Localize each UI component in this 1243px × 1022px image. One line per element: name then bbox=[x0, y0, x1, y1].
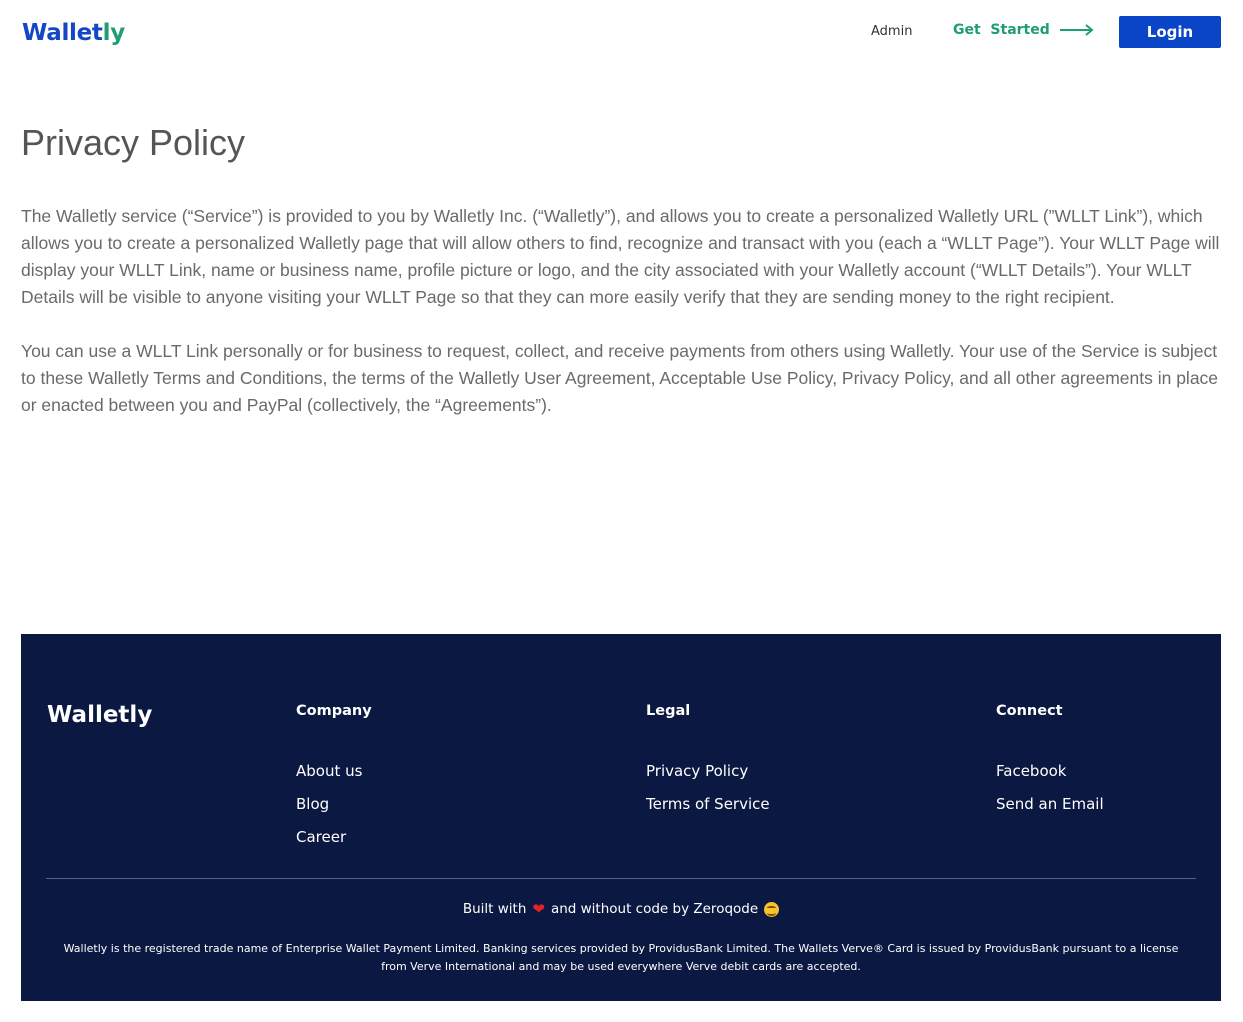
footer-company-column bbox=[296, 703, 372, 861]
footer-link-facebook[interactable]: Facebook bbox=[996, 762, 1067, 780]
policy-content bbox=[21, 203, 1221, 446]
built-with-prefix: Built with bbox=[462, 901, 527, 917]
footer-connect-heading: Connect bbox=[996, 703, 1063, 719]
admin-link[interactable]: Admin bbox=[871, 24, 913, 39]
get-started-label: Get Started bbox=[953, 22, 1050, 38]
site-header bbox=[0, 0, 1243, 70]
policy-paragraph: You can use a WLLT Link personally or for business to request, collect, and receive payments from others using Walletly. Your use of the Service is subject to these Walletly Terms and Conditions, the terms of the Walletly User Agreement, Acceptable Use Policy, Privacy Policy, and all other agreements in place or enacted between you and PayPal (collectively, the “Agreements”). bbox=[21, 341, 1219, 415]
footer-link-blog[interactable]: Blog bbox=[296, 795, 330, 813]
footer-link-career[interactable]: Career bbox=[296, 828, 347, 846]
footer-legal-column bbox=[646, 703, 770, 828]
footer-legal-text: Walletly is the registered trade name of Enterprise Wallet Payment Limited. Banking services provided by ProvidusBank Limited. The Wallets Verve® Card is issued by ProvidusBank pursuant to a license from Verve International and may be used everywhere Verve debit cards are accepted. bbox=[63, 942, 1179, 973]
walletly-logo[interactable]: Walletly bbox=[22, 20, 125, 46]
footer-logo[interactable]: Walletly bbox=[47, 702, 153, 728]
smile-emoji-icon bbox=[764, 902, 779, 917]
page-title: Privacy Policy bbox=[21, 122, 246, 163]
get-started-link[interactable] bbox=[953, 22, 1094, 38]
footer-legal-heading: Legal bbox=[646, 703, 691, 719]
built-with-suffix: and without code by Zeroqode bbox=[550, 901, 759, 917]
footer-link-about-us[interactable]: About us bbox=[296, 762, 363, 780]
built-with-line bbox=[21, 900, 1221, 918]
footer-connect-column bbox=[996, 703, 1104, 828]
footer-company-heading: Company bbox=[296, 703, 372, 719]
heart-icon: ❤ bbox=[532, 900, 545, 918]
arrow-right-icon bbox=[1060, 24, 1094, 36]
footer-link-privacy-policy[interactable]: Privacy Policy bbox=[646, 762, 749, 780]
footer-divider bbox=[46, 878, 1196, 879]
login-button[interactable]: Login bbox=[1119, 16, 1221, 48]
policy-paragraph: The Walletly service (“Service”) is provided to you by Walletly Inc. (“Walletly”), and allows you to create a personalized Walletly URL (”WLLT Link”), which allows you to create a personalized Walletly page that will allow others to find, recognize and transact with you (each a “WLLT Page”). Your WLLT Page will display your WLLT Link, name or business name, profile picture or logo, and the city associated with your Walletly account (“WLLT Details”). Your WLLT Details will be visible to anyone visiting your WLLT Page so that they can more easily verify that they are sending money to the right recipient. bbox=[21, 206, 1220, 307]
site-footer bbox=[21, 634, 1221, 1001]
footer-link-terms-of-service[interactable]: Terms of Service bbox=[646, 795, 770, 813]
footer-link-send-email[interactable]: Send an Email bbox=[996, 795, 1104, 813]
